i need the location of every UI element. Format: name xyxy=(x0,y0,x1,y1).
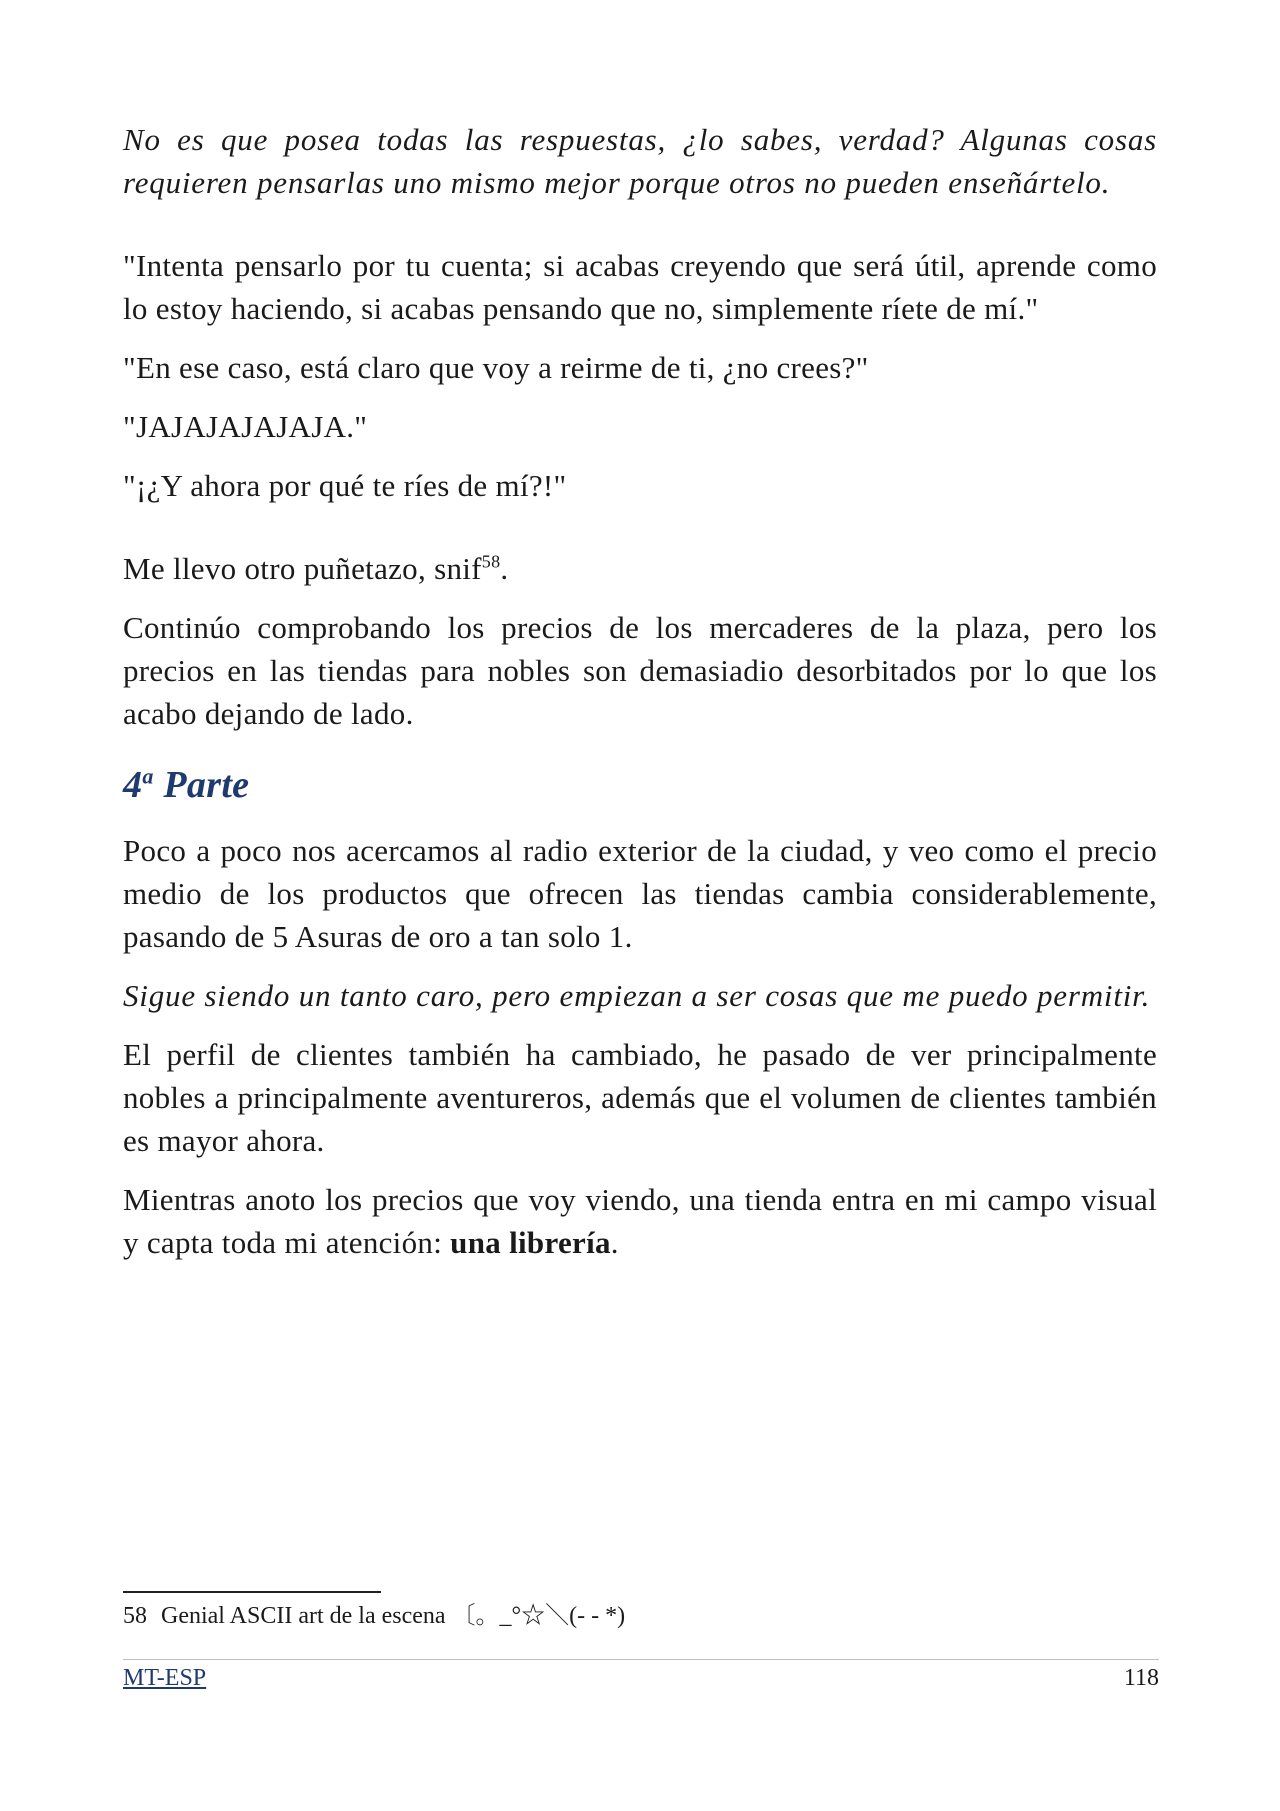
paragraph-dialogue: "¡¿Y ahora por qué te ríes de mí?!" xyxy=(123,468,567,503)
footnote-text: Genial ASCII art de la escena 〔。_°☆＼(- - *) xyxy=(161,1603,626,1629)
body-text xyxy=(123,118,1157,1280)
paragraph-end: . xyxy=(500,551,509,586)
paragraph-dialogue: "JAJAJAJAJAJA." xyxy=(123,409,368,444)
heading-number: 4 xyxy=(123,764,143,806)
heading-ordinal: a xyxy=(142,763,154,789)
paragraph-dialogue: "En ese caso, está claro que voy a reirme de ti, ¿no crees?" xyxy=(123,350,869,385)
paragraph-narration: Continúo comprobando los precios de los mercaderes de la plaza, pero los precios en las tiendas para nobles son demasiadio desorbitados por lo que los acabo dejando de lado. xyxy=(123,610,1157,731)
bold-emphasis: una librería xyxy=(450,1225,611,1260)
paragraph-narration: El perfil de clientes también ha cambiado, he pasado de ver principalmente nobles a principalmente aventureros, además que el volumen de clientes también es mayor ahora. xyxy=(123,1037,1157,1158)
footer-divider xyxy=(123,1659,1159,1660)
section-heading xyxy=(123,761,1157,809)
footnote-number: 58 xyxy=(123,1603,147,1629)
page-number: 118 xyxy=(1123,1665,1159,1691)
paragraph-narration xyxy=(123,1178,1157,1264)
footnote-divider xyxy=(123,1591,381,1593)
footnote-reference-link[interactable]: 58 xyxy=(481,551,501,572)
paragraph-narration xyxy=(123,547,1157,590)
footnote xyxy=(123,1600,1157,1632)
page-footer xyxy=(123,1662,1159,1694)
paragraph-text: Mientras anoto los precios que voy viendo, una tienda entra en mi campo visual y capta toda mi atención: xyxy=(123,1182,1157,1260)
paragraph-narration: Poco a poco nos acercamos al radio exterior de la ciudad, y veo como el precio medio de los productos que ofrecen las tiendas cambia considerablemente, pasando de 5 Asuras de oro a tan solo 1. xyxy=(123,833,1157,954)
footer-brand-link[interactable]: MT-ESP xyxy=(123,1665,207,1691)
paragraph-inner-thought: No es que posea todas las respuestas, ¿lo sabes, verdad? Algunas cosas requieren pensarlas uno mismo mejor porque otros no pueden enseñártelo. xyxy=(123,122,1157,200)
paragraph-dialogue: "Intenta pensarlo por tu cuenta; si acabas creyendo que será útil, aprende como lo estoy haciendo, si acabas pensando que no, simplemente ríete de mí." xyxy=(123,248,1157,326)
paragraph-inner-thought: Sigue siendo un tanto caro, pero empiezan a ser cosas que me puedo permitir. xyxy=(123,978,1151,1013)
paragraph-end: . xyxy=(610,1225,619,1260)
paragraph-text: Me llevo otro puñetazo, snif xyxy=(123,551,482,586)
heading-title: Parte xyxy=(153,764,250,806)
